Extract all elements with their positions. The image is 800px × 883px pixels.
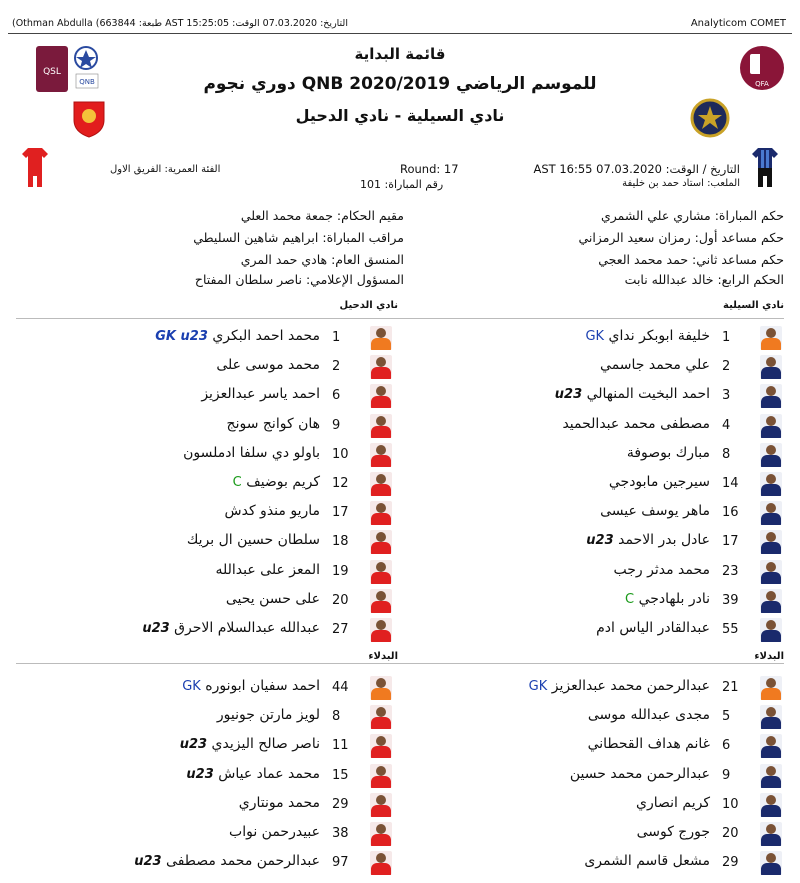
player-number: 9 bbox=[722, 767, 731, 783]
player-row bbox=[400, 353, 790, 381]
media-officer: المسؤول الإعلامي: ناصر سلطان المفتاح bbox=[194, 272, 404, 287]
player-name bbox=[613, 562, 710, 578]
player-photo bbox=[370, 414, 392, 438]
player-name-text: عبيدرحمن نواب bbox=[229, 824, 320, 840]
player-photo bbox=[760, 472, 782, 496]
player-name bbox=[529, 678, 710, 694]
federation-logo-text: QFA bbox=[755, 80, 769, 88]
match-commissioner: مراقب المباراة: ابراهيم شاهين السليطي bbox=[193, 230, 404, 245]
player-name-text: احمد ياسر عبدالعزيز bbox=[201, 386, 320, 403]
player-number: 8 bbox=[332, 709, 341, 725]
player-photo bbox=[370, 851, 392, 875]
divider bbox=[16, 318, 784, 319]
match-datetime: التاريخ / الوقت: 07.03.2020 AST 16:55 bbox=[533, 162, 740, 176]
player-number: 6 bbox=[722, 738, 731, 754]
player-row bbox=[10, 732, 400, 760]
player-number: 44 bbox=[332, 680, 349, 695]
player-row bbox=[10, 616, 400, 644]
player-row bbox=[10, 441, 400, 469]
match-number: رقم المباراة: 101 bbox=[360, 178, 444, 191]
player-name bbox=[562, 416, 710, 432]
player-photo bbox=[760, 764, 782, 788]
home-subs-heading: البدلاء bbox=[754, 651, 784, 662]
away-team-heading: نادي الدحيل bbox=[339, 300, 398, 311]
player-row bbox=[10, 703, 400, 731]
player-name-text: احمد البخيت المنهالي bbox=[586, 386, 710, 403]
player-name bbox=[187, 532, 320, 548]
player-name-text: كريم بوضيف bbox=[246, 474, 320, 490]
player-photo bbox=[370, 764, 392, 788]
player-number: 1 bbox=[722, 330, 731, 345]
divider bbox=[8, 33, 792, 34]
player-name-text: عادل بدر الاحمد bbox=[618, 532, 710, 549]
player-number: 29 bbox=[722, 855, 739, 871]
player-number: 21 bbox=[722, 680, 739, 695]
player-row bbox=[400, 791, 790, 819]
player-name bbox=[239, 795, 320, 811]
player-photo bbox=[370, 384, 392, 408]
player-name-text: احمد سفيان ابونوره bbox=[205, 678, 320, 694]
player-name-text: على حسن يحيى bbox=[225, 590, 320, 607]
away-subs-heading: البدلاء bbox=[368, 651, 398, 662]
player-name-text: خليفة ابوبكر نداي bbox=[608, 328, 710, 344]
player-number: 20 bbox=[722, 826, 739, 841]
player-name-text: عبدالله عبدالسلام الاحرق bbox=[174, 620, 320, 636]
player-name-text: عبدالرحمن محمد مصطفى bbox=[166, 853, 320, 870]
player-number: 8 bbox=[722, 446, 731, 462]
player-name bbox=[226, 591, 320, 607]
player-name bbox=[600, 357, 710, 373]
player-tag: u23 bbox=[554, 387, 583, 403]
player-row bbox=[400, 820, 790, 848]
player-name-text: محمد عماد عياش bbox=[218, 765, 320, 782]
player-number: 12 bbox=[332, 476, 349, 491]
player-name-text: جورج كوسى bbox=[636, 824, 710, 840]
player-name-text: مصطفى محمد عبدالحميد bbox=[562, 415, 710, 432]
player-name bbox=[555, 386, 710, 402]
general-coordinator: المنسق العام: هادي حمد المري bbox=[240, 252, 404, 267]
player-row bbox=[10, 528, 400, 556]
player-tag: u23 bbox=[179, 737, 208, 753]
player-photo bbox=[370, 560, 392, 584]
player-row bbox=[400, 616, 790, 644]
player-tag: u23 bbox=[186, 766, 214, 782]
player-photo bbox=[760, 793, 782, 817]
print-info: (Othman Abdulla (663844 :طبعة AST 15:25:05 :التاريخ: 07.03.2020 الوقت bbox=[12, 18, 348, 29]
player-name-text: مجدى عبدالله موسى bbox=[587, 707, 710, 724]
player-row bbox=[400, 587, 790, 615]
player-name bbox=[625, 591, 710, 607]
player-row bbox=[400, 412, 790, 440]
player-row bbox=[10, 324, 400, 352]
player-row bbox=[10, 412, 400, 440]
player-row bbox=[400, 849, 790, 877]
player-row bbox=[400, 499, 790, 527]
player-name bbox=[570, 766, 710, 782]
player-name-text: علي محمد جاسمي bbox=[600, 357, 710, 374]
player-number: 10 bbox=[332, 446, 349, 462]
player-row bbox=[10, 674, 400, 702]
player-number: 3 bbox=[722, 388, 731, 404]
player-name-text: محمد موسى على bbox=[216, 357, 320, 374]
home-team-heading: نادي السيلية bbox=[723, 300, 784, 311]
player-number: 15 bbox=[332, 767, 349, 783]
player-photo bbox=[760, 384, 782, 408]
player-name-text: لويز مارتن جونيور bbox=[216, 707, 320, 724]
player-name-text: عبدالقادر الياس ادم bbox=[596, 620, 710, 636]
player-number: 27 bbox=[332, 622, 349, 637]
player-row bbox=[10, 499, 400, 527]
player-photo bbox=[760, 326, 782, 350]
player-number: 39 bbox=[722, 592, 739, 608]
player-number: 10 bbox=[722, 796, 739, 812]
player-number: 14 bbox=[722, 476, 739, 491]
player-tag: GK bbox=[585, 329, 605, 344]
player-number: 9 bbox=[332, 417, 341, 433]
player-photo bbox=[370, 822, 392, 846]
player-row bbox=[400, 470, 790, 498]
player-photo bbox=[370, 705, 392, 729]
home-kit-icon bbox=[752, 146, 778, 192]
competition-title: دوري نجوم QNB للموسم الرياضي 2020/2019 bbox=[203, 74, 597, 94]
player-name bbox=[600, 503, 710, 519]
assistant-referee-1: حكم مساعد أول: رمزان سعيد الرمزاني bbox=[578, 230, 784, 245]
player-number: 18 bbox=[332, 534, 349, 550]
referee-assessor: مقيم الحكام: جمعة محمد العلي bbox=[240, 208, 404, 223]
player-row bbox=[10, 558, 400, 586]
player-name bbox=[155, 328, 320, 344]
player-number: 17 bbox=[332, 505, 349, 521]
player-photo bbox=[760, 414, 782, 438]
away-kit-icon bbox=[22, 146, 48, 192]
player-name bbox=[584, 853, 710, 869]
player-photo bbox=[370, 355, 392, 379]
player-name-text: محمد مدثر رجب bbox=[613, 561, 710, 578]
player-number: 2 bbox=[332, 359, 341, 375]
player-name bbox=[216, 357, 320, 373]
player-number: 20 bbox=[332, 592, 349, 608]
player-name-text: المعز على عبدالله bbox=[215, 561, 320, 578]
player-name bbox=[586, 532, 710, 548]
player-row bbox=[10, 820, 400, 848]
player-name bbox=[636, 795, 710, 811]
player-photo bbox=[760, 618, 782, 642]
player-name bbox=[182, 678, 320, 694]
divider bbox=[16, 663, 784, 664]
player-photo bbox=[760, 676, 782, 700]
player-name bbox=[627, 445, 710, 461]
player-photo bbox=[370, 618, 392, 642]
player-name bbox=[233, 474, 320, 490]
player-name-text: هان كوانج سونج bbox=[226, 415, 320, 432]
player-number: 11 bbox=[332, 738, 349, 754]
player-photo bbox=[370, 443, 392, 467]
player-photo bbox=[760, 851, 782, 875]
player-number: 4 bbox=[722, 417, 731, 433]
player-tag: u23 bbox=[586, 533, 614, 549]
player-name-text: ناصر صالح اليزيدي bbox=[211, 736, 320, 753]
player-photo bbox=[370, 734, 392, 758]
player-row bbox=[400, 382, 790, 410]
player-row bbox=[400, 703, 790, 731]
player-name bbox=[183, 445, 320, 461]
player-name-text: عبدالرحمن محمد حسين bbox=[569, 765, 710, 782]
player-photo bbox=[370, 501, 392, 525]
player-name bbox=[217, 707, 320, 723]
player-name bbox=[215, 562, 320, 578]
player-name bbox=[225, 503, 321, 519]
player-tag: GK bbox=[528, 679, 548, 694]
print-header bbox=[0, 0, 800, 44]
player-name bbox=[227, 416, 320, 432]
player-row bbox=[10, 382, 400, 410]
player-photo bbox=[760, 822, 782, 846]
player-name-text: ماهر يوسف عيسى bbox=[600, 503, 710, 520]
player-name-text: سلطان حسين ال بريك bbox=[186, 532, 320, 549]
player-number: 2 bbox=[722, 359, 731, 375]
league-logo-text: QSL bbox=[43, 67, 61, 77]
player-tag: u23 bbox=[142, 621, 170, 636]
player-number: 29 bbox=[332, 796, 349, 812]
player-tag: GK u23 bbox=[155, 329, 208, 344]
svg-text:QNB: QNB bbox=[79, 78, 95, 86]
player-number: 17 bbox=[722, 534, 739, 550]
player-name bbox=[585, 328, 710, 344]
player-row bbox=[400, 441, 790, 469]
player-name bbox=[596, 620, 710, 636]
fourth-official: الحكم الرابع: خالد عبدالله نابت bbox=[624, 272, 784, 287]
match-round: Round: 17 bbox=[400, 162, 459, 176]
player-photo bbox=[760, 589, 782, 613]
player-row bbox=[400, 732, 790, 760]
player-photo bbox=[760, 355, 782, 379]
player-number: 23 bbox=[722, 563, 739, 579]
player-photo bbox=[370, 326, 392, 350]
player-name bbox=[186, 766, 320, 782]
player-tag: GK bbox=[182, 679, 201, 694]
player-photo bbox=[760, 734, 782, 758]
player-name-text: مبارك بوصوفة bbox=[626, 444, 710, 461]
player-name-text: غانم هداف القحطاني bbox=[587, 736, 710, 753]
player-name-text: سيرجين مابودجي bbox=[608, 474, 710, 490]
player-name-text: محمد احمد البكري bbox=[212, 328, 320, 344]
player-photo bbox=[760, 560, 782, 584]
player-photo bbox=[760, 705, 782, 729]
player-tag: C bbox=[232, 475, 242, 490]
player-row bbox=[400, 762, 790, 790]
player-photo bbox=[370, 530, 392, 554]
player-tag: C bbox=[625, 591, 635, 607]
player-photo bbox=[760, 530, 782, 554]
player-row bbox=[10, 587, 400, 615]
player-number: 5 bbox=[722, 709, 731, 725]
referee: حكم المباراة: مشاري علي الشمري bbox=[600, 208, 784, 223]
player-row bbox=[400, 528, 790, 556]
player-photo bbox=[760, 443, 782, 467]
player-row bbox=[10, 762, 400, 790]
player-photo bbox=[760, 501, 782, 525]
player-number: 55 bbox=[722, 622, 739, 637]
player-row bbox=[400, 674, 790, 702]
player-name bbox=[142, 620, 320, 636]
player-photo bbox=[370, 589, 392, 613]
player-name bbox=[588, 736, 710, 752]
player-photo bbox=[370, 793, 392, 817]
player-name-text: نادر بلهادجي bbox=[638, 590, 710, 607]
player-name bbox=[637, 824, 710, 840]
player-photo bbox=[370, 676, 392, 700]
player-number: 97 bbox=[332, 855, 349, 871]
player-name-text: كريم انصاري bbox=[636, 794, 710, 811]
player-row bbox=[400, 558, 790, 586]
player-name-text: عبدالرحمن محمد عبدالعزيز bbox=[551, 678, 710, 694]
player-row bbox=[10, 353, 400, 381]
player-number: 19 bbox=[332, 563, 349, 579]
player-name bbox=[201, 386, 320, 402]
player-name bbox=[588, 707, 710, 723]
player-row bbox=[10, 849, 400, 877]
age-category: الفئة العمرية: الفريق الاول bbox=[110, 164, 221, 175]
player-name-text: باولو دي سلفا ادملسون bbox=[183, 444, 320, 461]
player-name bbox=[609, 474, 710, 490]
player-name bbox=[134, 853, 320, 869]
player-name-text: مشعل قاسم الشمرى bbox=[584, 853, 710, 870]
player-row bbox=[10, 470, 400, 498]
player-row bbox=[10, 791, 400, 819]
player-number: 16 bbox=[722, 505, 739, 521]
player-name-text: محمد مونتاري bbox=[238, 794, 320, 811]
match-title: نادي السيلية - نادي الدحيل bbox=[295, 106, 505, 125]
player-name-text: ماريو منذو كدش bbox=[224, 503, 320, 520]
player-photo bbox=[370, 472, 392, 496]
app-name: Analyticom COMET bbox=[690, 18, 786, 29]
player-number: 6 bbox=[332, 388, 341, 404]
player-number: 38 bbox=[332, 826, 349, 841]
player-number: 1 bbox=[332, 330, 341, 345]
player-name bbox=[229, 824, 320, 840]
assistant-referee-2: حكم مساعد ثاني: حمد محمد العجي bbox=[598, 252, 784, 267]
player-row bbox=[400, 324, 790, 352]
player-tag: u23 bbox=[134, 854, 162, 870]
player-name bbox=[180, 736, 320, 752]
match-stadium: الملعب: استاد حمد بن خليفة bbox=[622, 178, 740, 189]
page-title: قائمة البداية bbox=[354, 45, 446, 63]
